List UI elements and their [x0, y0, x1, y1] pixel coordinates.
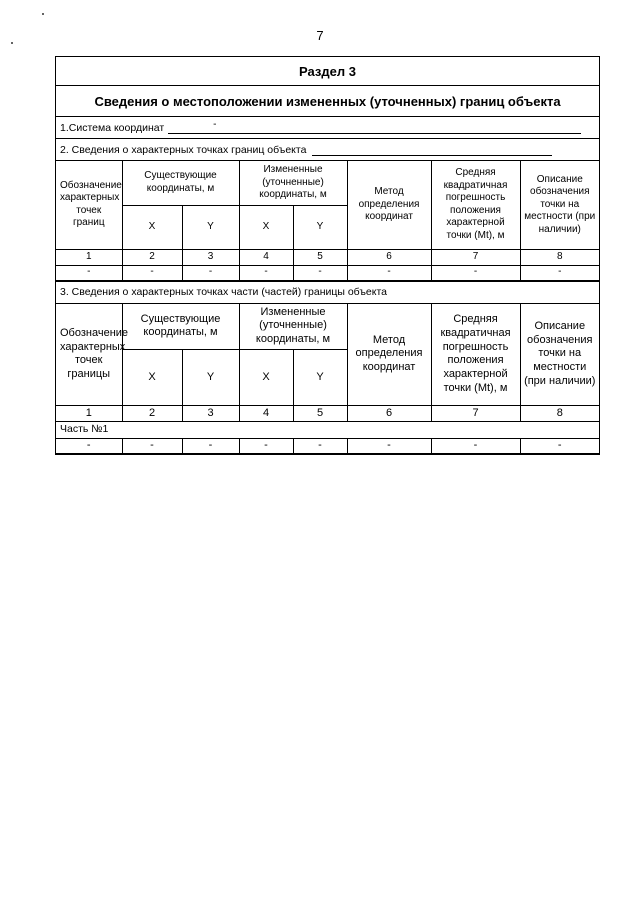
table1-label: 2. Сведения о характерных точках границ объекта [60, 143, 307, 156]
table-cell: - [239, 439, 293, 454]
coordinate-system-label: 1.Система координат [60, 121, 165, 134]
table2-label: 3. Сведения о характерных точках части (частей) границы объекта [60, 286, 387, 298]
table-cell: - [182, 265, 239, 280]
column-number: 6 [347, 406, 431, 422]
coordinate-system-line [168, 118, 581, 134]
table-cell: - [293, 439, 347, 454]
header-method: Метод определения координат [347, 161, 431, 249]
section-frame [55, 56, 600, 455]
table-cell: - [431, 265, 520, 280]
table2-wrapper [56, 304, 599, 455]
header-method: Метод определения координат [347, 304, 431, 406]
header-changed-x: X [239, 350, 293, 406]
column-number: 3 [182, 406, 239, 422]
column-number: 7 [431, 249, 520, 265]
table1 [56, 161, 599, 281]
column-number: 4 [239, 406, 293, 422]
table-cell: - [56, 265, 122, 280]
column-number: 5 [293, 249, 347, 265]
header-point-designation: Обозначение характерных точек границ [56, 161, 122, 249]
table1-label-row [56, 139, 599, 161]
column-number: 4 [239, 249, 293, 265]
header-existing-y: Y [182, 205, 239, 249]
column-number: 7 [431, 406, 520, 422]
header-error: Средняя квадратичная погрешность положения характерной точки (Мt), м [431, 304, 520, 406]
table-cell: - [239, 265, 293, 280]
header-description: Описание обозначения точки на местности (при наличии) [520, 304, 599, 406]
column-number: 3 [182, 249, 239, 265]
table-cell: - [347, 439, 431, 454]
header-description: Описание обозначения точки на местности (при наличии) [520, 161, 599, 249]
table2-label-row [56, 282, 599, 304]
header-changed-coordinates: Измененные (уточненные) координаты, м [239, 304, 347, 350]
header-existing-coordinates: Существующие координаты, м [122, 304, 239, 350]
column-number: 6 [347, 249, 431, 265]
header-changed-x: X [239, 205, 293, 249]
table-cell: - [182, 439, 239, 454]
header-changed-coordinates: Измененные (уточненные) координаты, м [239, 161, 347, 205]
header-existing-coordinates: Существующие координаты, м [122, 161, 239, 205]
section-title: Раздел 3 [56, 57, 599, 86]
table2 [56, 304, 599, 455]
header-changed-y: Y [293, 205, 347, 249]
page-number: 7 [316, 28, 324, 43]
column-number: 1 [56, 406, 122, 422]
column-number: 8 [520, 406, 599, 422]
column-number: 2 [122, 406, 182, 422]
part-label: Часть №1 [56, 422, 599, 439]
table-cell: - [293, 265, 347, 280]
table-cell: - [347, 265, 431, 280]
header-existing-x: X [122, 350, 182, 406]
table-cell: - [431, 439, 520, 454]
header-existing-x: X [122, 205, 182, 249]
header-existing-y: Y [182, 350, 239, 406]
table-cell: - [520, 265, 599, 280]
table1-label-line [312, 144, 552, 156]
coordinate-system-value: - [213, 118, 217, 130]
column-number: 5 [293, 406, 347, 422]
column-number: 1 [56, 249, 122, 265]
scan-speck [11, 42, 13, 44]
coordinate-system-row [56, 117, 599, 139]
header-changed-y: Y [293, 350, 347, 406]
header-point-designation: Обозначение характерных точек границы [56, 304, 122, 406]
table1-wrapper [56, 161, 599, 282]
table-cell: - [520, 439, 599, 454]
header-error: Средняя квадратичная погрешность положения характерной точки (Мt), м [431, 161, 520, 249]
scan-speck [42, 13, 44, 15]
table-cell: - [122, 265, 182, 280]
table-cell: - [122, 439, 182, 454]
section-subtitle: Сведения о местоположении измененных (уточненных) границ объекта [56, 86, 599, 117]
table-cell: - [56, 439, 122, 454]
column-number: 2 [122, 249, 182, 265]
column-number: 8 [520, 249, 599, 265]
